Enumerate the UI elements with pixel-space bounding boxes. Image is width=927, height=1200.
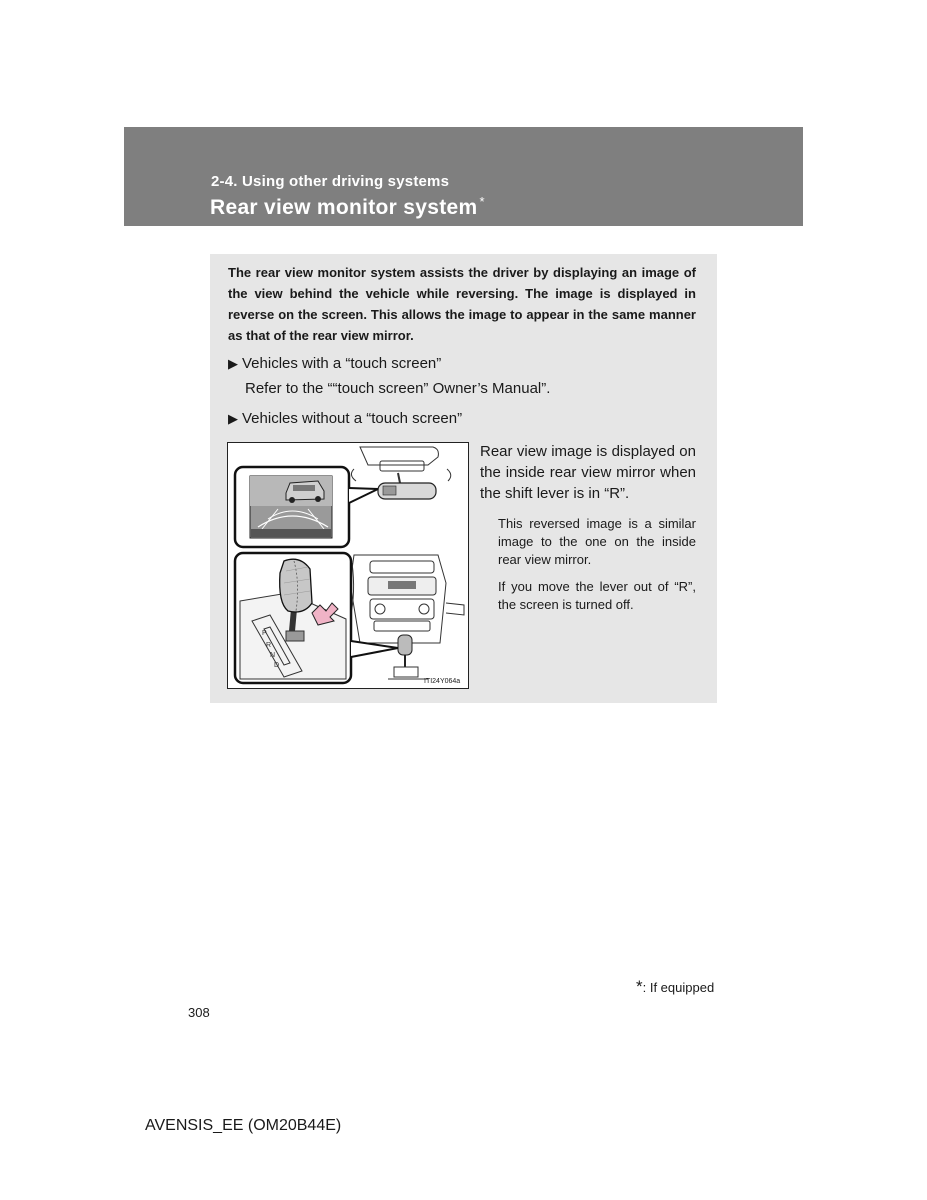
note-reversed-image: This reversed image is a similar image to the one on the inside rear view mirror. — [498, 516, 696, 567]
bullet-marker-icon: ▶ — [228, 411, 238, 426]
rear-view-description: Rear view image is displayed on the inside rear view mirror when the shift lever is in “R”. — [480, 443, 696, 502]
page-title — [210, 194, 485, 220]
model-code: AVENSIS_EE (OM20B44E) — [145, 1117, 342, 1134]
bullet-no-touch-screen — [228, 410, 462, 427]
svg-text:N: N — [270, 652, 276, 659]
equipped-asterisk-icon: * — [636, 977, 643, 996]
footnote — [636, 977, 714, 997]
rear-view-illustration — [227, 442, 469, 689]
footnote-text: : If equipped — [642, 980, 715, 995]
bullet-marker-icon: ▶ — [228, 356, 238, 371]
svg-text:D: D — [274, 662, 280, 669]
section-label: 2-4. Using other driving systems — [211, 173, 450, 190]
bullet-text: Vehicles without a “touch screen” — [242, 410, 463, 427]
svg-text:P: P — [262, 630, 267, 637]
intro-paragraph: The rear view monitor system assists the driver by displaying an image of the view behind the vehicle while reversing. The image is displayed in reverse on the screen. This allows the image to appear in the same manner as that of the rear view mirror. — [228, 265, 696, 343]
note-screen-off: If you move the lever out of “R”, the screen is turned off. — [498, 579, 696, 612]
bullet-reference: Refer to the ““touch screen” Owner’s Manual”. — [245, 380, 551, 397]
page-number: 308 — [188, 1005, 210, 1020]
page-title-text: Rear view monitor system — [210, 196, 478, 219]
svg-text:R: R — [266, 642, 272, 649]
bullet-text: Vehicles with a “touch screen” — [242, 355, 442, 372]
bullet-touch-screen — [228, 355, 441, 372]
equipped-mark: * — [479, 194, 485, 209]
illustration-drawing — [228, 443, 468, 688]
figure-code: ITI24Y064a — [424, 678, 461, 685]
